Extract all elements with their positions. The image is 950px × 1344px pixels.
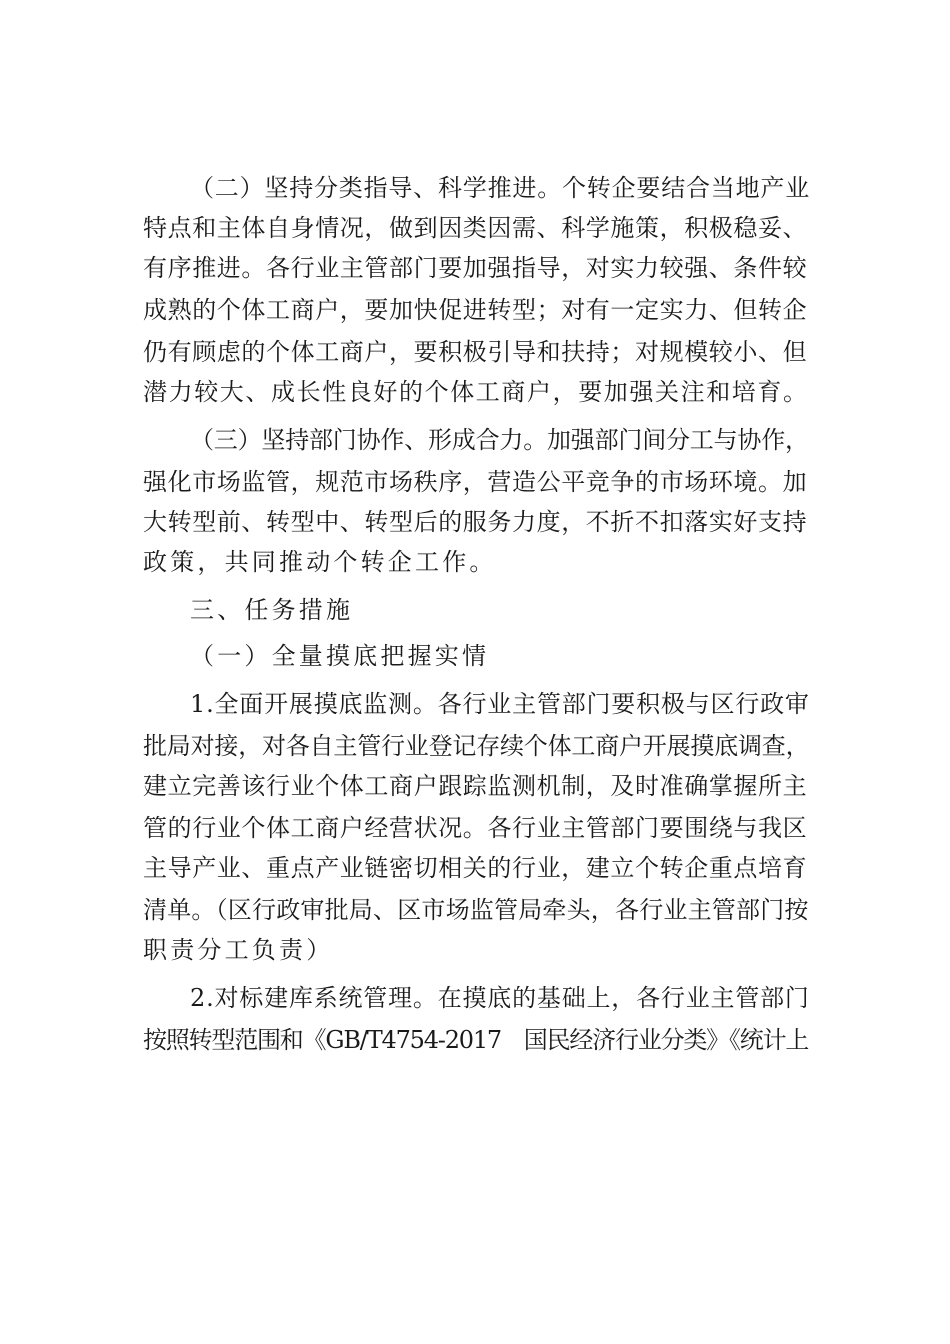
paragraph-2-line-4: 成熟的个体工商户，要加快促进转型；对有一定实力、但转企 (143, 296, 808, 324)
item-1-line-4: 管的行业个体工商户经营状况。各行业主管部门要围绕与我区 (143, 814, 808, 842)
item-1-line-7: 职责分工负责） (143, 936, 334, 964)
item-2-line-1: 2.对标建库系统管理。在摸底的基础上，各行业主管部门 (190, 984, 810, 1012)
item-2-line-2: 按照转型范围和《GB/T4754-2017 国民经济行业分类》《统计上 (143, 1026, 809, 1054)
paragraph-3-line-2: 强化市场监管，规范市场秩序，营造公平竞争的市场环境。加 (143, 468, 808, 496)
paragraph-2-line-3: 有序推进。各行业主管部门要加强指导，对实力较强、条件较 (143, 254, 808, 282)
item-1-line-3: 建立完善该行业个体工商户跟踪监测机制，及时准确掌握所主 (143, 772, 808, 800)
paragraph-3-line-4: 政策，共同推动个转企工作。 (143, 548, 497, 576)
item-1-line-1: 1.全面开展摸底监测。各行业主管部门要积极与区行政审 (190, 690, 810, 718)
subsection-heading: （一）全量摸底把握实情 (190, 642, 490, 670)
section-heading: 三、任务措施 (190, 596, 354, 624)
item-1-line-6: 清单。（区行政审批局、区市场监管局牵头，各行业主管部门按 (143, 896, 809, 924)
paragraph-2-line-6: 潜力较大、成长性良好的个体工商户，要加强关注和培育。 (143, 378, 809, 406)
paragraph-3-line-3: 大转型前、转型中、转型后的服务力度，不折不扣落实好支持 (143, 508, 808, 536)
item-1-line-2: 批局对接，对各自主管行业登记存续个体工商户开展摸底调查， (143, 732, 810, 760)
paragraph-2-line-2: 特点和主体自身情况，做到因类因需、科学施策，积极稳妥、 (143, 214, 808, 242)
paragraph-2-line-5: 仍有顾虑的个体工商户，要积极引导和扶持；对规模较小、但 (143, 338, 808, 366)
paragraph-2-line-1: （二）坚持分类指导、科学推进。个转企要结合当地产业 (190, 174, 810, 202)
paragraph-3-line-1: （三）坚持部门协作、形成合力。加强部门间分工与协作， (190, 426, 809, 454)
item-1-line-5: 主导产业、重点产业链密切相关的行业，建立个转企重点培育 (143, 854, 808, 882)
